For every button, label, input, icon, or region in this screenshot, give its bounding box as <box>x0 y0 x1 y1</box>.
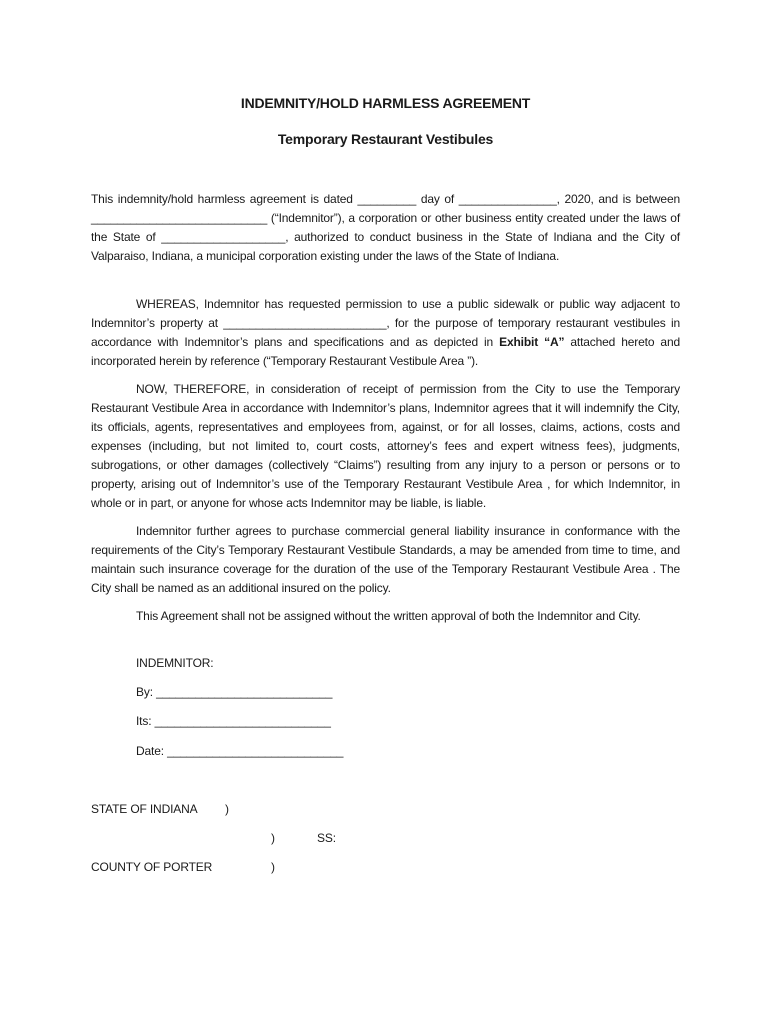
notary-state: STATE OF INDIANA <box>91 802 198 816</box>
signature-date-line: Date: ___________________________ <box>136 744 344 758</box>
document-title: INDEMNITY/HOLD HARMLESS AGREEMENT <box>240 95 531 111</box>
notary-paren-3: ) <box>271 860 275 874</box>
whereas-text-b: attached hereto and incorporated herein by reference (“Temporary Restaurant Vestibule Area ”). <box>91 335 680 368</box>
notary-ss: SS: <box>317 831 336 845</box>
paragraph-whereas <box>91 295 680 371</box>
notary-paren-1: ) <box>225 802 229 816</box>
signature-its-line: Its: ___________________________ <box>136 714 331 728</box>
notary-paren-2: ) <box>271 831 275 845</box>
paragraph-assignment: This Agreement shall not be assigned without the written approval of both the Indemnitor and City. <box>136 609 641 623</box>
document-subtitle: Temporary Restaurant Vestibules <box>277 131 494 147</box>
notary-county: COUNTY OF PORTER <box>91 860 213 874</box>
paragraph-parties: This indemnity/hold harmless agreement is dated _________ day of _______________, 2020, and is between ___________________________ (“Indemnitor”), a corporation or other business entity created under the laws of the State of ___________________, authorized to conduct business in the State of Indiana and the City of Valparaiso, Indiana, a municipal corporation existing under the laws of the State of Indiana. <box>91 192 680 263</box>
paragraph-now-therefore: NOW, THEREFORE, in consideration of receipt of permission from the City to use the Temporary Restaurant Vestibule Area in accordance with Indemnitor’s plans, Indemnitor agrees that it will indemnify the City, its officials, agents, representatives and employees from, against, or for all losses, claims, actions, costs and expenses (including, but not limited to, court costs, attorney’s fees and expert witness fees), judgments, subrogations, or other damages (collectively “Claims”) resulting from any injury to a person or persons or to property, arising out of Indemnitor’s use of the Temporary Restaurant Vestibule Area , for which Indemnitor, in whole or in part, or anyone for whose acts Indemnitor may be liable, is liable. <box>91 382 680 510</box>
exhibit-a-reference: Exhibit “A” <box>499 335 565 349</box>
whereas-text-a: WHEREAS, Indemnitor has requested permission to use a public sidewalk or public way adjacent to Indemnitor’s property at _________________________, for the purpose of temporary restaurant vestibules in accordance with Indemnitor’s plans and specifications and as depicted in <box>91 297 680 349</box>
signature-heading: INDEMNITOR: <box>136 656 214 670</box>
paragraph-insurance: Indemnitor further agrees to purchase commercial general liability insurance in conformance with the requirements of the City’s Temporary Restaurant Vestibule Standards, a may be amended from time to time, and maintain such insurance coverage for the duration of the use of the Temporary Restaurant Vestibule Area . The City shall be named as an additional insured on the policy. <box>91 524 680 595</box>
signature-by-line: By: ___________________________ <box>136 685 333 699</box>
